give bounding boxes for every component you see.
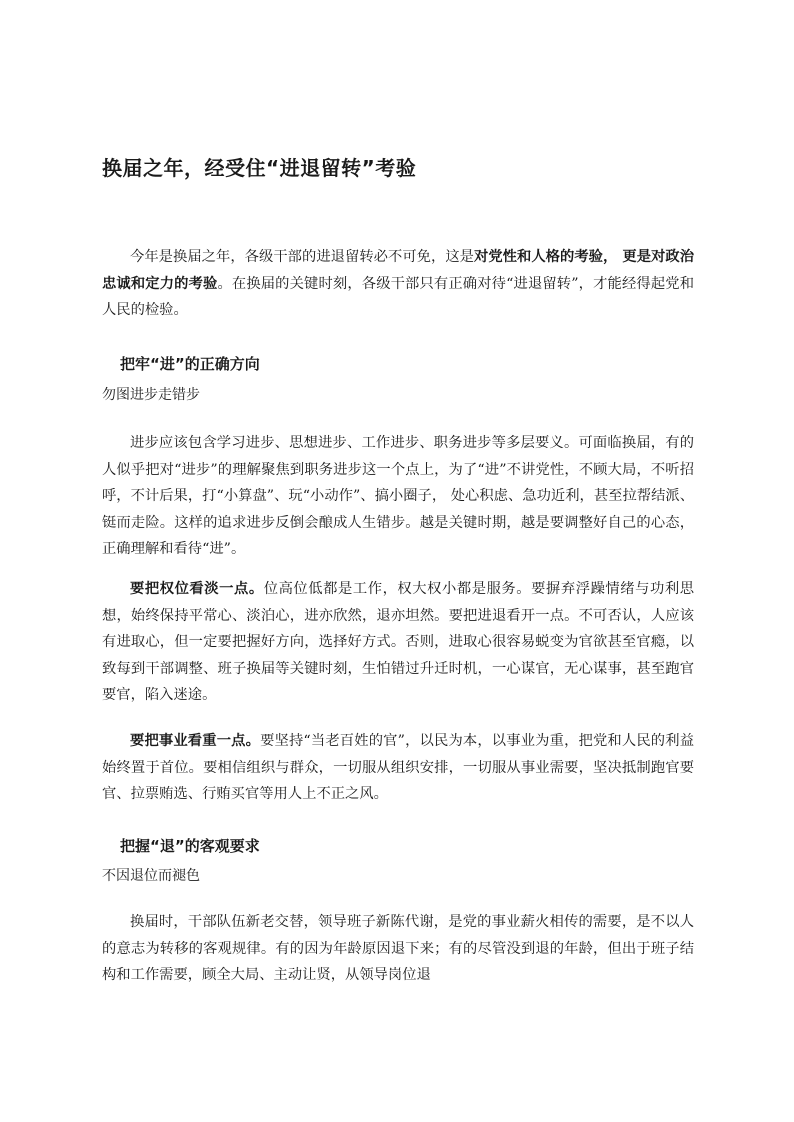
section1-paragraph-1: 进步应该包含学习进步、思想进步、工作进步、职务进步等多层要义。可面临换届，有的人似乎把对“进步”的理解聚焦到职务进步这一个点上，为了“进”不讲党性，不顾大局，不听招呼，不计后果，打“小算盘”、玩“小动作”、搞小圈子， 处心积虑、急功近利，甚至拉帮结派、铤而走险。这样的追求进步反倒会酿成人生错步。越是关键时期，越是要调整好自己的心态，正确理解和看待“进”。	[102, 435, 694, 558]
section-heading-retreat: 把握“退”的客观要求	[120, 837, 260, 855]
intro-paragraph	[102, 244, 694, 324]
intro-text-2: 。在换届的关键时刻，各级干部只有正确对待“进退留转”，才能经得起党和人民的检验。	[102, 275, 694, 319]
intro-text-1: 今年是换届之年，各级干部的进退留转必不可免，这是	[130, 249, 475, 265]
document-title: 换届之年，经受住“进退留转”考验	[102, 156, 417, 180]
section2-paragraph-1: 换届时，干部队伍新老交替，领导班子新陈代谢，是党的事业薪火相传的需要，是不以人的意志为转移的客观规律。有的因为年龄原因退下来；有的尽管没到退的年龄，但出于班子结构和工作需要，顾全大局、主动让贤，从领导岗位退	[102, 914, 694, 984]
intro-bold-text: 对党性和人格的考验， 更是对政治忠诚和定力的考验	[102, 249, 694, 292]
section-subtitle-advance: 勿图进步走错步	[102, 387, 200, 403]
section1-paragraph-3-lead: 要把事业看重一点。	[130, 733, 261, 749]
section-subtitle-retreat: 不因退位而褪色	[102, 868, 200, 884]
section1-paragraph-2-lead: 要把权位看淡一点。	[130, 581, 264, 597]
section1-paragraph-3-text: 要坚持“当老百姓的官”，以民为本，以事业为重，把党和人民的利益始终置于首位。要相信组织与群众，一切服从组织安排，一切服从事业需要，坚决抵制跑官要官、拉票贿选、行贿买官等用人上不正之风。	[102, 733, 694, 803]
section1-paragraph-2-text: 位高位低都是工作，权大权小都是服务。要摒弃浮躁情绪与功利思想，始终保持平常心、淡泊心，进亦欣然，退亦坦然。要把进退看开一点。不可否认，人应该有进取心，但一定要把握好方向，选择好方式。否则，进取心很容易蜕变为官欲甚至官瘾，以致每到干部调整、班子换届等关键时刻，生怕错过升迁时机，一心谋官，无心谋事，甚至跑官要官，陷入迷途。	[102, 581, 695, 704]
section1-paragraph-2	[102, 576, 694, 709]
section1-paragraph-3	[102, 728, 694, 808]
section-heading-advance: 把牢“进”的正确方向	[120, 355, 260, 373]
